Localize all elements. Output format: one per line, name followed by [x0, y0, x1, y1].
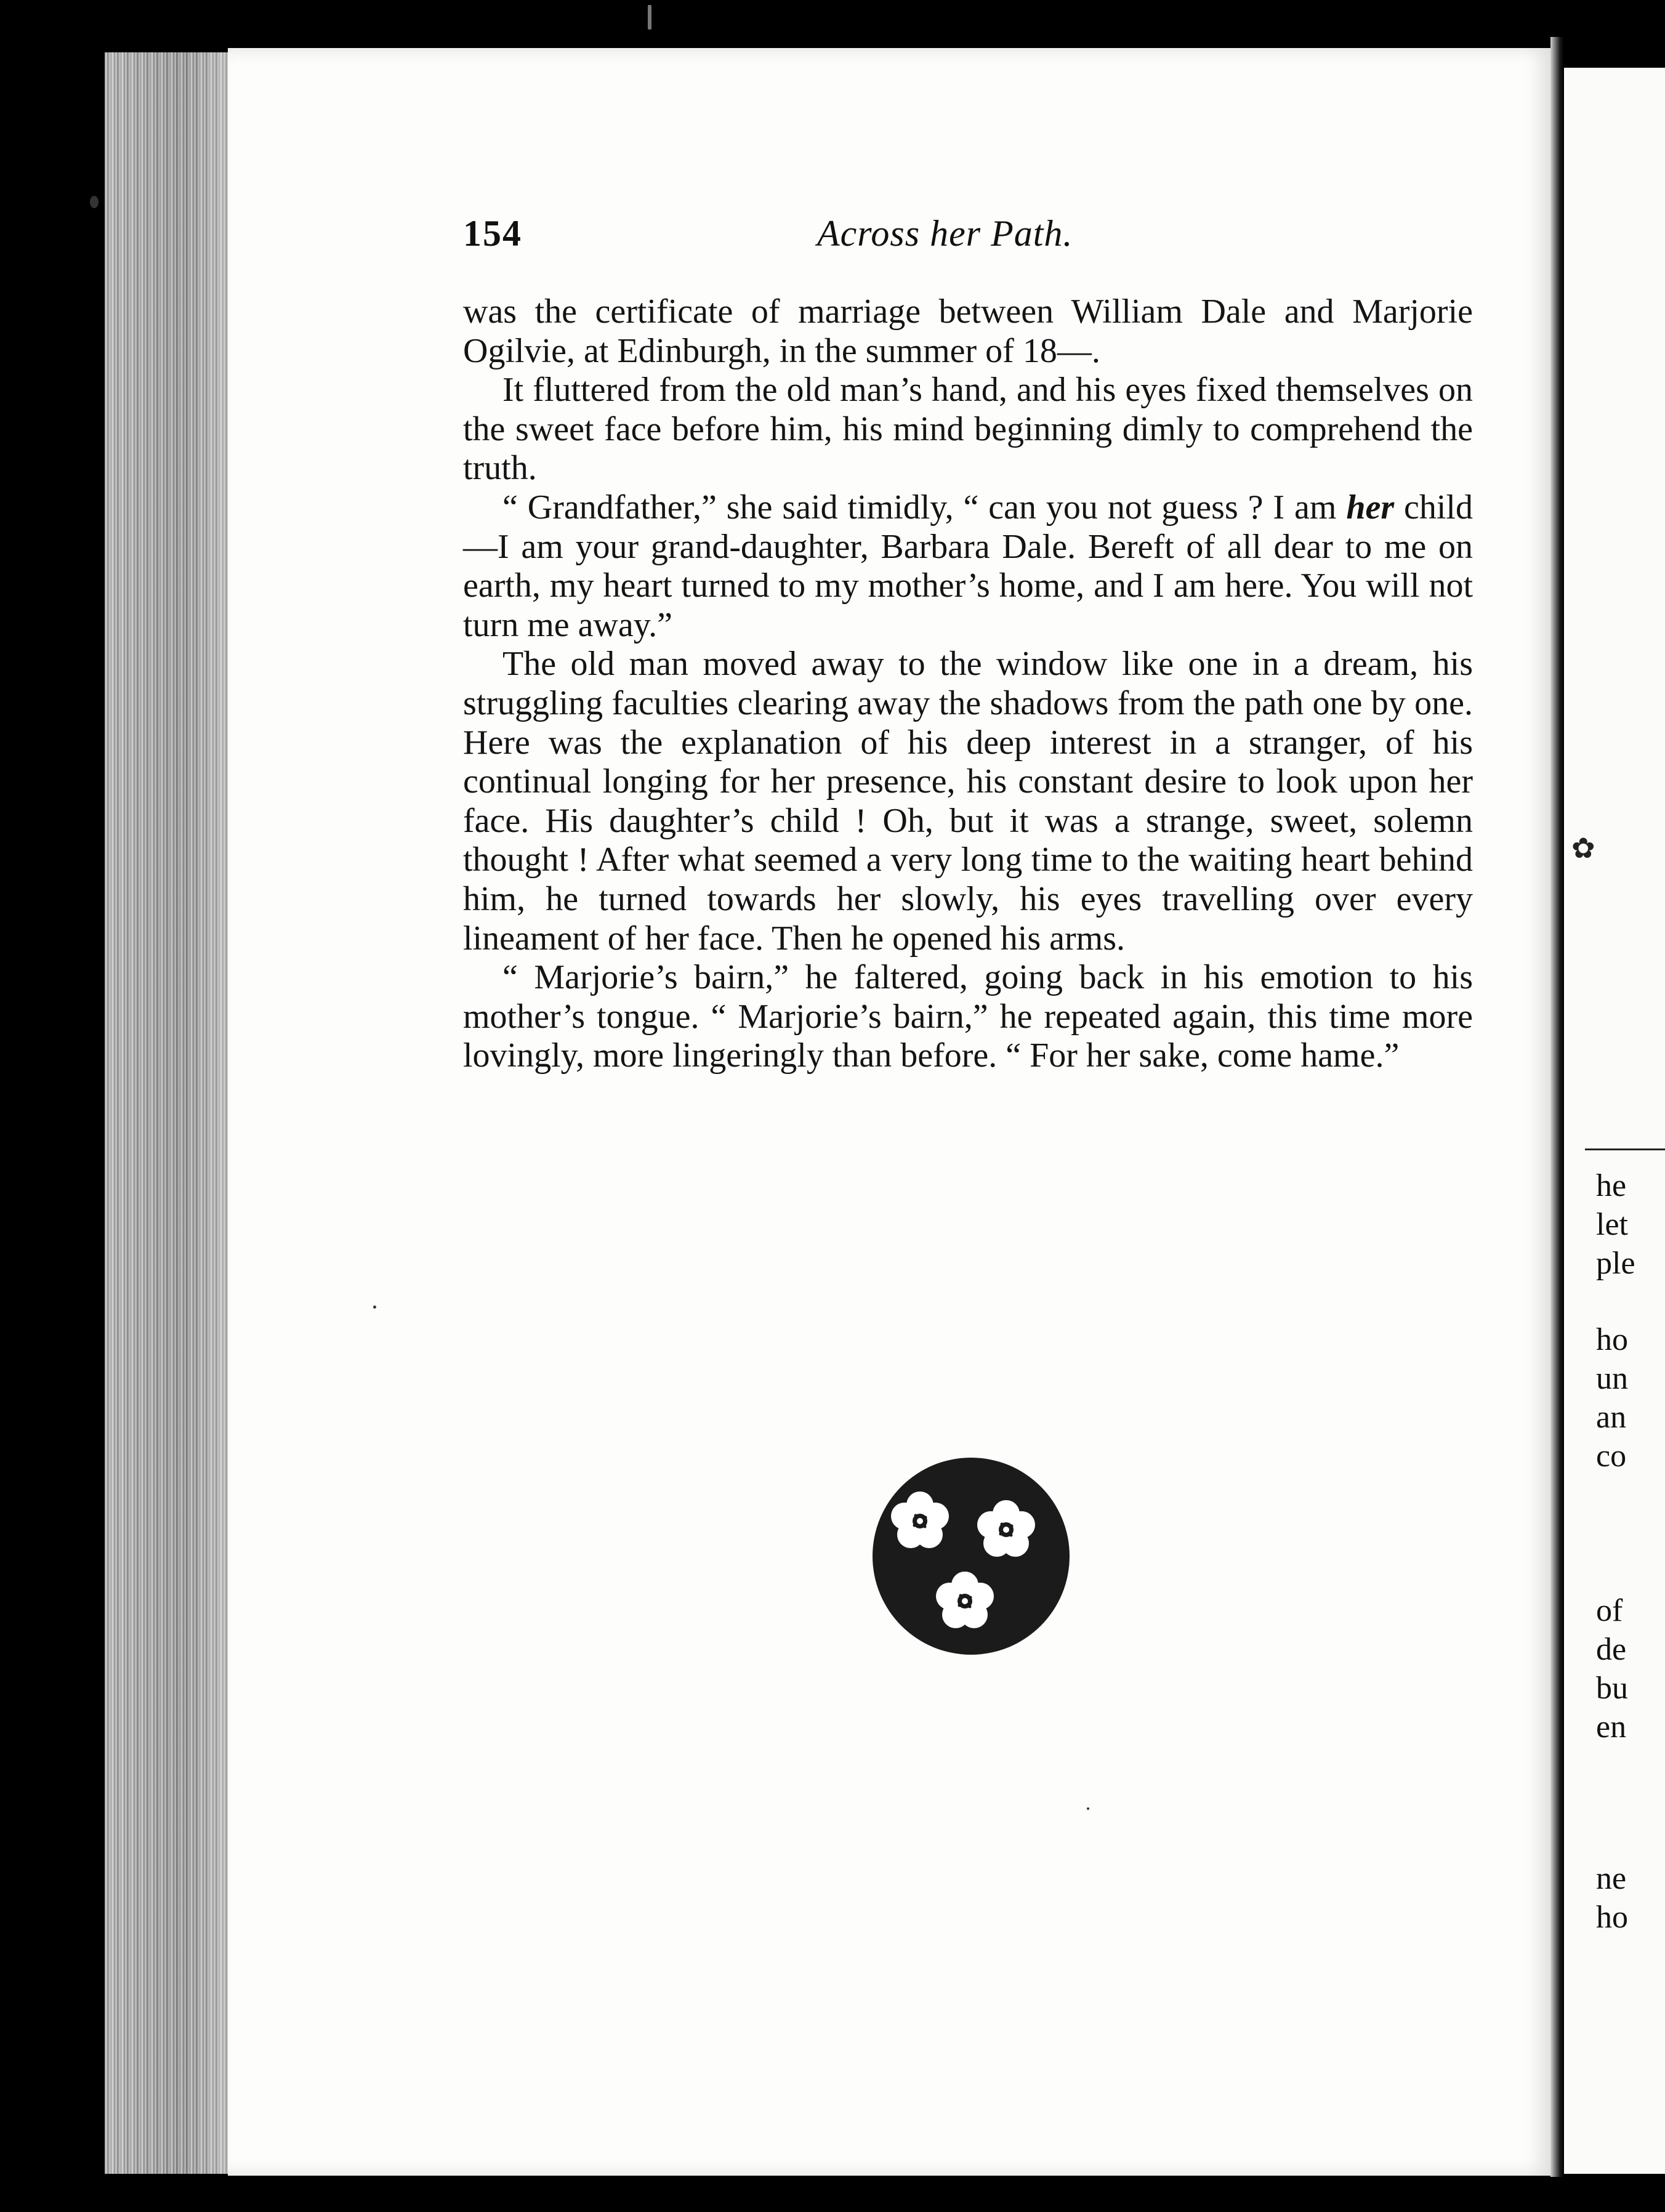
facing-page: [1564, 68, 1665, 2174]
scan-artifact: [648, 5, 651, 30]
facing-text-fragment: ne: [1596, 1861, 1627, 1896]
paragraph-text: child—I am your grand-daughter, Barbara Dale. Bereft of all dear to me on earth, my heart turned to my mother’s home, and I am here. You will not turn me away.”: [463, 488, 1473, 644]
paragraph: The old man moved away to the window like one in a dream, his struggling faculties clearing away the shadows from the path one by one. Here was the explanation of his deep interest in a stranger, of his continual longing for her presence, his constant desire to look upon her face. His daughter’s child ! Oh, but it was a strange, sweet, solemn thought ! After what seemed a very long time to the waiting heart behind him, he turned towards her slowly, his eyes travelling over every lineament of her face. Then he opened his arms.: [463, 645, 1473, 958]
paragraph: It fluttered from the old man’s hand, and his eyes fixed themselves on the sweet face before him, his mind beginning dimly to comprehend the truth.: [463, 371, 1473, 488]
facing-text-fragment: co: [1596, 1439, 1627, 1474]
facing-text-fragment: ho: [1596, 1900, 1628, 1935]
facing-text-fragment: an: [1596, 1400, 1627, 1435]
running-head: [463, 212, 1479, 262]
running-title: Across her Path.: [817, 213, 1073, 254]
facing-text-fragment: ho: [1596, 1322, 1628, 1357]
paragraph: “ Marjorie’s bairn,” he faltered, going back in his emotion to his mother’s tongue. “ Marjorie’s bairn,” he repeated again, this time more lovingly, more lingeringly than before. “ For her sake, come hame.”: [463, 958, 1473, 1075]
facing-text-fragment: let: [1596, 1207, 1628, 1242]
scan-artifact: [90, 196, 99, 208]
paragraph-text: “ Grandfather,” she said timidly, “ can you not guess ? I am: [502, 488, 1347, 527]
page-stack-edge: [105, 52, 237, 2174]
facing-text-fragment: of: [1596, 1593, 1623, 1628]
page-number: 154: [463, 213, 522, 254]
facing-text-fragment: ple: [1596, 1246, 1635, 1281]
facing-text-fragment: bu: [1596, 1671, 1628, 1706]
facing-text-fragment: de: [1596, 1632, 1627, 1667]
book-gutter: [1550, 37, 1564, 2177]
emphasis-text: her: [1346, 488, 1395, 527]
body-text: [463, 293, 1473, 1076]
scan-artifact: [1087, 1807, 1089, 1810]
floral-ornament: [869, 1455, 1073, 1658]
facing-text-fragment: he: [1596, 1168, 1627, 1203]
paragraph: [463, 488, 1473, 645]
facing-page-rule: [1585, 1148, 1665, 1150]
facing-text-fragment: un: [1596, 1361, 1628, 1396]
paragraph: was the certificate of marriage between William Dale and Marjorie Ogilvie, at Edinburgh, in the summer of 18—.: [463, 293, 1473, 370]
facing-ornament-fragment: ✿: [1571, 831, 1595, 865]
scan-artifact: [373, 1306, 376, 1309]
facing-text-fragment: en: [1596, 1709, 1627, 1745]
